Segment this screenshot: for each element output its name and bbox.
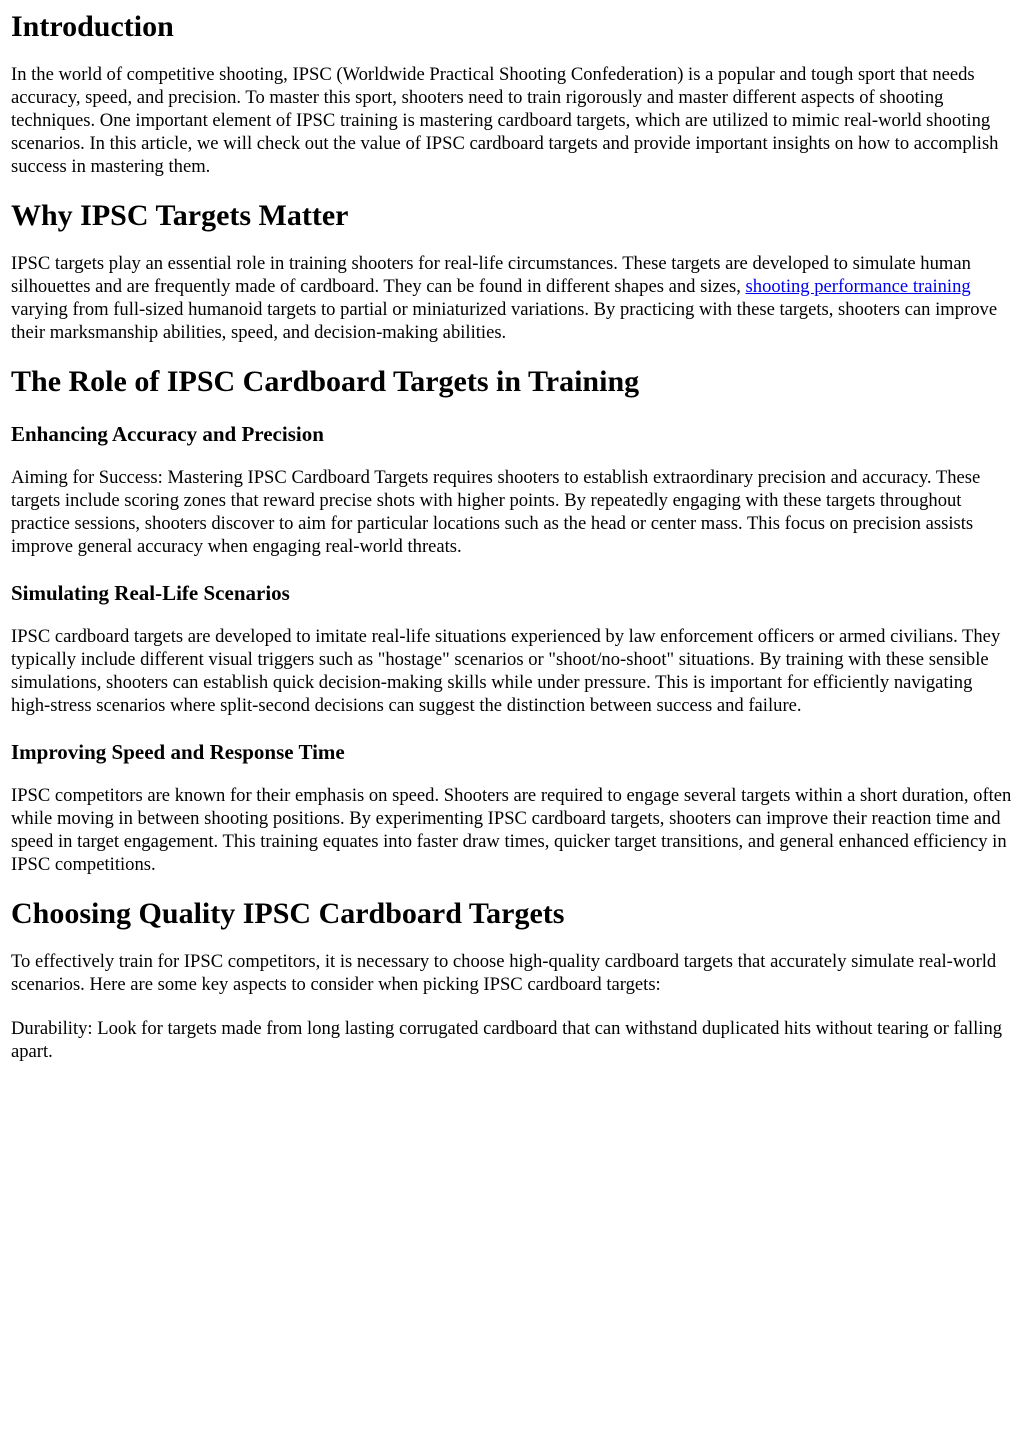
simulating-paragraph: IPSC cardboard targets are developed to imitate real-life situations experienced by law enforcement officers or armed civilians. They typically include different visual triggers such as "hostage" scenarios or "shoot/no-shoot" situations. By training with these sensible simulations, shooters can establish quick decision-making skills while under pressure. This is important for efficiently navigating high-stress scenarios where split-second decisions can suggest the distinction between success and failure. [11, 626, 1001, 716]
article [0, 10, 1024, 1063]
speed-paragraph: IPSC competitors are known for their emphasis on speed. Shooters are required to engage several targets within a short duration, often while moving in between shooting positions. By experimenting IPSC cardboard targets, shooters can improve their reaction time and speed in target engagement. This training equates into faster draw times, quicker target transitions, and general enhanced efficiency in IPSC competitions. [11, 785, 1012, 875]
why-heading: Why IPSC Targets Matter [11, 199, 349, 232]
choosing-heading: Choosing Quality IPSC Cardboard Targets [11, 897, 565, 930]
simulating-heading: Simulating Real-Life Scenarios [11, 581, 290, 605]
intro-paragraph: In the world of competitive shooting, IPSC (Worldwide Practical Shooting Confederation) is a popular and tough sport that needs accuracy, speed, and precision. To master this sport, shooters need to train rigorously and master different aspects of shooting techniques. One important element of IPSC training is mastering cardboard targets, which are utilized to mimic real-world shooting scenarios. In this article, we will check out the value of IPSC cardboard targets and provide important insights on how to accomplish success in mastering them. [11, 64, 999, 177]
intro-heading: Introduction [11, 10, 174, 43]
role-heading: The Role of IPSC Cardboard Targets in Training [11, 365, 640, 398]
accuracy-heading: Enhancing Accuracy and Precision [11, 422, 324, 446]
choosing-paragraph: To effectively train for IPSC competitors, it is necessary to choose high-quality cardboard targets that accurately simulate real-world scenarios. Here are some key aspects to consider when picking IPSC cardboard targets: [11, 951, 997, 995]
why-paragraph [11, 252, 1015, 344]
shooting-performance-training-link[interactable]: shooting performance training [745, 276, 971, 297]
durability-paragraph: Durability: Look for targets made from long lasting corrugated cardboard that can withstand duplicated hits without tearing or falling apart. [11, 1018, 1003, 1062]
why-text-before: IPSC targets play an essential role in training shooters for real-life circumstances. These targets are developed to simulate human silhouettes and are frequently made of cardboard. They can be found in different shapes and sizes, [11, 253, 971, 297]
speed-heading: Improving Speed and Response Time [11, 740, 345, 764]
accuracy-paragraph: Aiming for Success: Mastering IPSC Cardboard Targets requires shooters to establish extraordinary precision and accuracy. These targets include scoring zones that reward precise shots with higher points. By repeatedly engaging with these targets throughout practice sessions, shooters discover to aim for particular locations such as the head or center mass. This focus on precision assists improve general accuracy when engaging real-world threats. [11, 467, 981, 557]
why-text-after: varying from full-sized humanoid targets to partial or miniaturized variations. By practicing with these targets, shooters can improve their marksmanship abilities, speed, and decision-making abilities. [11, 299, 998, 343]
